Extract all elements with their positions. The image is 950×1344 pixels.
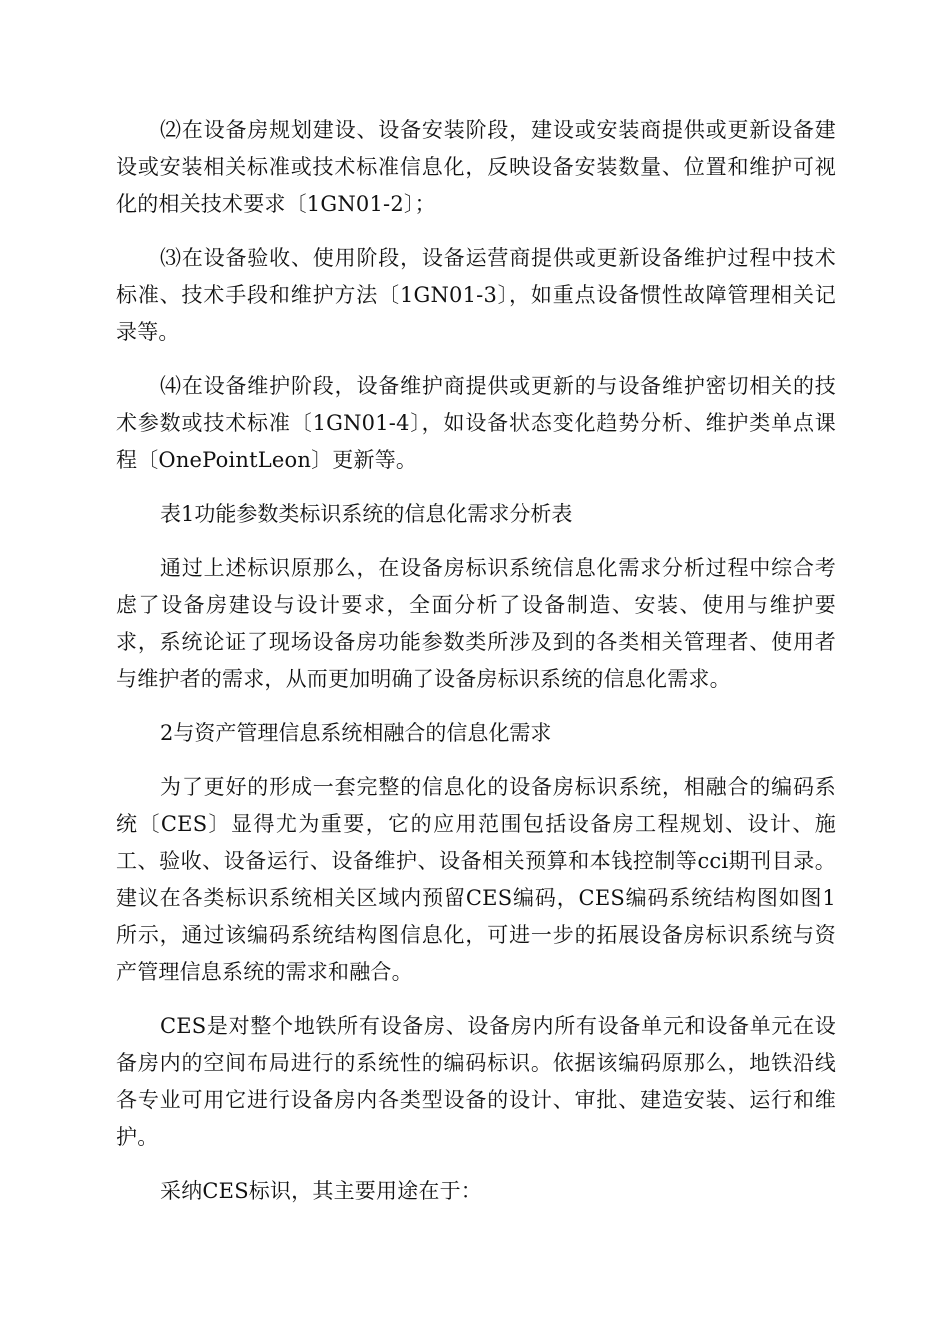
document-page <box>116 112 836 1227</box>
paragraph-ces-intro: 为了更好的形成一套完整的信息化的设备房标识系统，相融合的编码系统〔CES〕显得尤为重要，它的应用范围包括设备房工程规划、设计、施工、验收、设备运行、设备维护、设备相关预算和本钱控制等cci期刊目录。建议在各类标识系统相关区域内预留CES编码，CES编码系统结构图如图1所示，通过该编码系统结构图信息化，可进一步的拓展设备房标识系统与资产管理信息系统的需求和融合。 <box>116 775 836 984</box>
paragraph-item-2: ⑵在设备房规划建设、设备安装阶段，建设或安装商提供或更新设备建设或安装相关标准或技术标准信息化，反映设备安装数量、位置和维护可视化的相关技术要求〔1GN01-2〕； <box>116 118 836 216</box>
table-caption: 表1功能参数类标识系统的信息化需求分析表 <box>160 502 573 526</box>
paragraph-ces-definition: CES是对整个地铁所有设备房、设备房内所有设备单元和设备单元在设备房内的空间布局进行的系统性的编码标识。依据该编码原那么，地铁沿线各专业可用它进行设备房内各类型设备的设计、审批、建造安装、运行和维护。 <box>116 1014 836 1149</box>
paragraph-summary: 通过上述标识原那么，在设备房标识系统信息化需求分析过程中综合考虑了设备房建设与设计要求，全面分析了设备制造、安装、使用与维护要求，系统论证了现场设备房功能参数类所涉及到的各类相关管理者、使用者与维护者的需求，从而更加明确了设备房标识系统的信息化需求。 <box>116 556 836 691</box>
section-heading-2: 2与资产管理信息系统相融合的信息化需求 <box>160 721 552 745</box>
paragraph-item-4: ⑷在设备维护阶段，设备维护商提供或更新的与设备维护密切相关的技术参数或技术标准〔1GN01-4〕，如设备状态变化趋势分析、维护类单点课程〔OnePointLeon〕更新等。 <box>116 374 836 472</box>
paragraph-item-3: ⑶在设备验收、使用阶段，设备运营商提供或更新设备维护过程中技术标准、技术手段和维护方法〔1GN01-3〕，如重点设备惯性故障管理相关记录等。 <box>116 246 836 344</box>
paragraph-ces-usage: 采纳CES标识，其主要用途在于： <box>160 1179 482 1203</box>
